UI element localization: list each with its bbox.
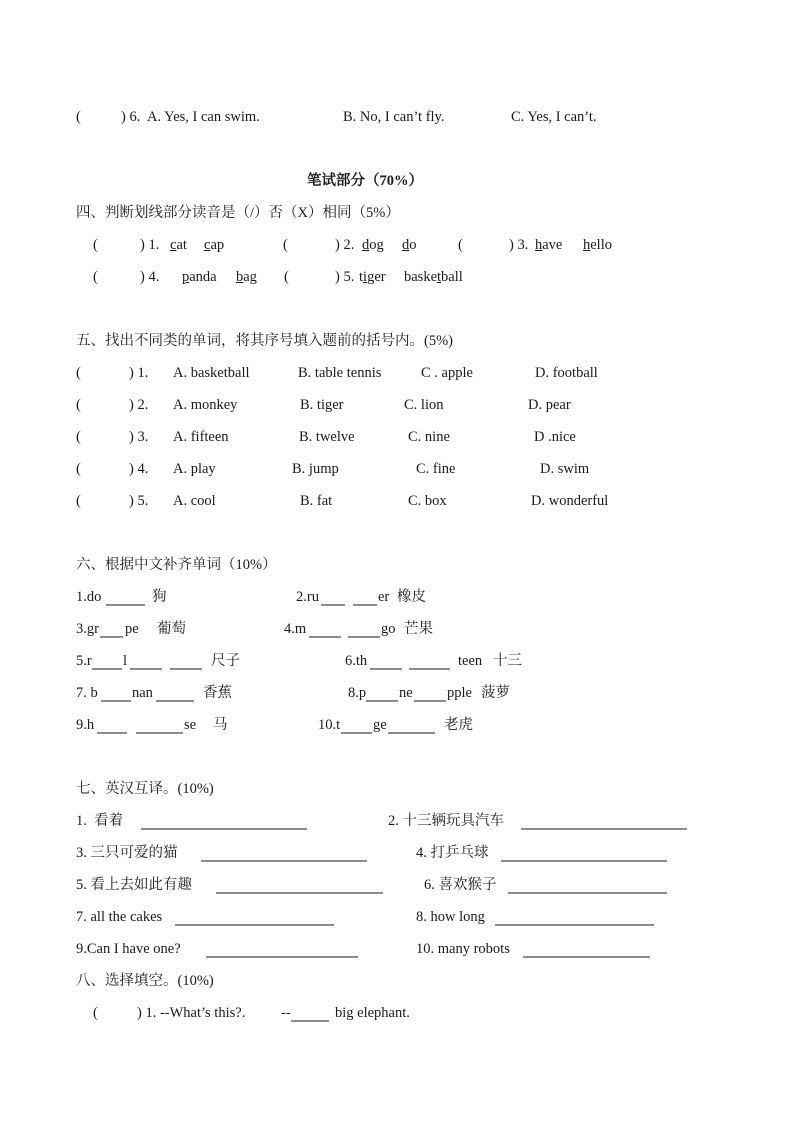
chinese-hint: 狗: [152, 589, 167, 605]
word-start: 10.t: [318, 717, 341, 733]
written-part-title: 笔试部分（70%）: [307, 173, 423, 189]
word-part: ge: [373, 717, 387, 733]
option-c: C. box: [408, 493, 447, 509]
question-number: ) 3.: [509, 237, 529, 253]
option-a: A. cool: [173, 493, 216, 509]
option-a: A. play: [173, 461, 216, 477]
section-8-heading: 八、选择填空。(10%): [76, 973, 214, 989]
option-a: A. basketball: [173, 365, 250, 381]
chinese-hint: 十三: [493, 653, 522, 669]
word-part: pple: [447, 685, 472, 701]
word-start: 9.h: [76, 717, 95, 733]
chinese-hint: 老虎: [444, 717, 473, 733]
word-part: l: [123, 653, 128, 669]
question-number: ) 5.: [129, 493, 149, 509]
question-number: ) 4.: [140, 269, 160, 285]
chinese-hint: 尺子: [211, 653, 240, 669]
answer-bracket: (: [76, 109, 81, 125]
section-4-heading: 四、判断划线部分读音是（/）否（X）相同（5%）: [76, 205, 400, 221]
question-number: ) 5.: [335, 269, 355, 285]
answer-bracket: (: [93, 1005, 98, 1021]
word-start: 1.do: [76, 589, 102, 605]
answer-bracket: (: [93, 237, 98, 253]
word-part: nan: [132, 685, 153, 701]
translate-item: 3. 三只可爱的猫: [76, 845, 178, 861]
translate-item: 7. all the cakes: [76, 909, 163, 925]
answer-bracket: (: [76, 493, 81, 509]
word-part: ne: [399, 685, 413, 701]
option-b: B. twelve: [299, 429, 355, 445]
chinese-hint: 菠萝: [481, 685, 510, 701]
question-number: ) 2.: [335, 237, 355, 253]
phonics-word: dog: [362, 237, 384, 253]
option-c: C. fine: [416, 461, 456, 477]
word-start: 7. b: [76, 685, 98, 701]
option-d: D .nice: [534, 429, 576, 445]
answer-bracket: (: [458, 237, 463, 253]
word-part: teen: [458, 653, 483, 669]
question-text: ) 1. --What’s this?.: [137, 1005, 246, 1021]
word-start: 3.gr: [76, 621, 99, 637]
translate-item: 6. 喜欢猴子: [424, 877, 497, 893]
chinese-hint: 芒果: [404, 621, 433, 637]
word-start: 2.ru: [296, 589, 319, 605]
chinese-hint: 葡萄: [157, 621, 186, 637]
word-start: 8.p: [348, 685, 367, 701]
phonics-word: do: [402, 237, 417, 253]
question-text: big elephant.: [335, 1005, 410, 1021]
translate-item: 9.Can I have one?: [76, 941, 181, 957]
section-5-heading: 五、找出不同类的单词，将其序号填入题前的括号内。(5%): [76, 333, 453, 349]
option-d: D. football: [535, 365, 598, 381]
translate-item: 5. 看上去如此有趣: [76, 877, 192, 893]
option-c: C. nine: [408, 429, 450, 445]
answer-prefix: --: [281, 1005, 291, 1021]
option-b: B. tiger: [300, 397, 344, 413]
word-start: 4.m: [284, 621, 307, 637]
phonics-word: tiger: [359, 269, 386, 285]
question-number: ) 1.: [129, 365, 149, 381]
chinese-hint: 橡皮: [397, 589, 426, 605]
word-start: 6.th: [345, 653, 368, 669]
answer-bracket: (: [76, 397, 81, 413]
phonics-word: basketball: [404, 269, 463, 285]
translate-item: 4. 打乒乓球: [416, 845, 489, 861]
question-number: ) 3.: [129, 429, 149, 445]
answer-bracket: (: [76, 461, 81, 477]
word-start: 5.r: [76, 653, 92, 669]
translate-item: 1. 看着: [76, 813, 124, 829]
option-a: A. monkey: [173, 397, 238, 413]
word-part: er: [378, 589, 390, 605]
option-d: D. pear: [528, 397, 571, 413]
question-number: ) 1.: [140, 237, 160, 253]
answer-bracket: (: [76, 365, 81, 381]
answer-bracket: (: [283, 237, 288, 253]
section-6-heading: 六、根据中文补齐单词（10%）: [76, 557, 277, 573]
question-number: ) 2.: [129, 397, 149, 413]
option-c: C. Yes, I can’t.: [511, 109, 597, 125]
option-b: B. jump: [292, 461, 339, 477]
chinese-hint: 香蕉: [203, 685, 232, 701]
translate-item: 8. how long: [416, 909, 485, 925]
option-d: D. swim: [540, 461, 590, 477]
phonics-word: hello: [583, 237, 612, 253]
translate-item: 2. 十三辆玩具汽车: [388, 813, 504, 829]
answer-bracket: (: [93, 269, 98, 285]
phonics-word: have: [535, 237, 563, 253]
question-number: ) 6.: [121, 109, 141, 125]
option-a: A. Yes, I can swim.: [147, 109, 260, 125]
option-c: C. lion: [404, 397, 444, 413]
option-b: B. No, I can’t fly.: [343, 109, 445, 125]
section-7-heading: 七、英汉互译。(10%): [76, 781, 214, 797]
answer-bracket: (: [76, 429, 81, 445]
question-number: ) 4.: [129, 461, 149, 477]
phonics-word: panda: [182, 269, 217, 285]
word-part: pe: [125, 621, 139, 637]
phonics-word: cat: [170, 237, 187, 253]
word-part: go: [381, 621, 396, 637]
phonics-word: cap: [204, 237, 225, 253]
option-b: B. table tennis: [298, 365, 382, 381]
answer-bracket: (: [284, 269, 289, 285]
phonics-word: bag: [236, 269, 257, 285]
word-part: se: [184, 717, 197, 733]
option-c: C . apple: [421, 365, 473, 381]
option-d: D. wonderful: [531, 493, 609, 509]
chinese-hint: 马: [213, 717, 228, 733]
option-a: A. fifteen: [173, 429, 229, 445]
translate-item: 10. many robots: [416, 941, 510, 957]
option-b: B. fat: [300, 493, 333, 509]
